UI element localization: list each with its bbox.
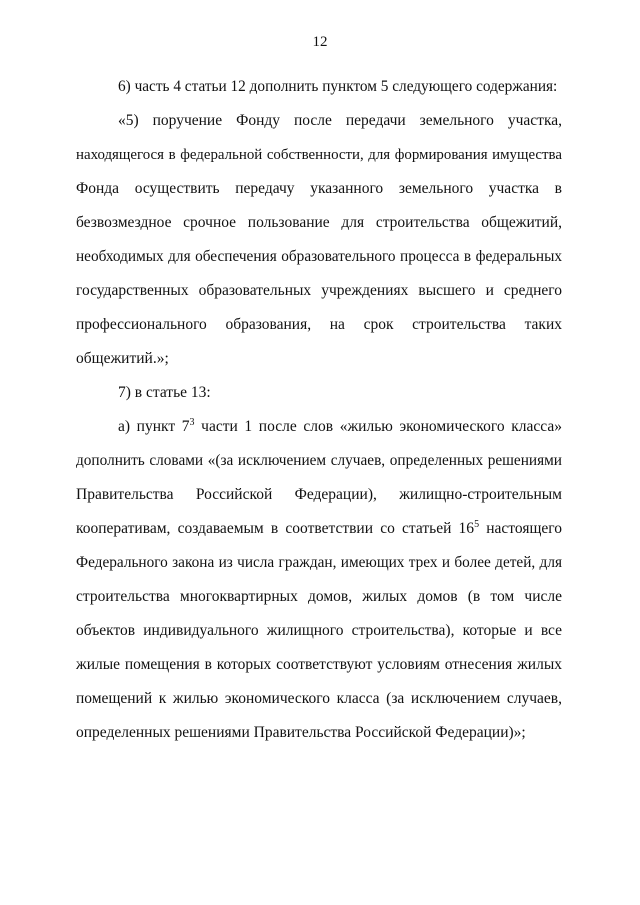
superscript: 5 xyxy=(474,518,480,530)
text-line: 6) часть 4 статьи 12 дополнить пунктом 5 следующего содержания: xyxy=(118,78,558,95)
text-line: Фонда осуществить передачу указанного земельного участка в xyxy=(76,180,562,197)
text-line: государственных образовательных учреждениях высшего и среднего xyxy=(76,282,562,299)
paragraph-subitem-a xyxy=(76,410,562,750)
text-line: 7) в статье 13: xyxy=(118,384,211,401)
document-body xyxy=(76,70,562,750)
text-line: Правительства Российской Федерации), жилищно-строительным xyxy=(76,486,562,503)
paragraph-amendment-6 xyxy=(76,70,562,104)
paragraph-amendment-7 xyxy=(76,376,562,410)
text-fragment: настоящего xyxy=(479,520,562,537)
text-fragment: части 1 после слов «жилью экономического класса» xyxy=(194,418,562,435)
text-line xyxy=(76,512,562,546)
page-number: 12 xyxy=(312,34,328,50)
text-line: Федерального закона из числа граждан, имеющих трех и более детей, для xyxy=(76,554,562,571)
text-line: общежитий.»; xyxy=(76,350,169,367)
text-line: профессионального образования, на срок строительства таких xyxy=(76,316,562,333)
text-line: находящегося в федеральной собственности, для формирования имущества xyxy=(76,147,562,163)
text-line: необходимых для обеспечения образовательного процесса в федеральных xyxy=(76,248,562,265)
text-line: дополнить словами «(за исключением случаев, определенных решениями xyxy=(76,452,562,469)
text-line: жилые помещения в которых соответствуют условиям отнесения жилых xyxy=(76,656,562,673)
text-line: безвозмездное срочное пользование для строительства общежитий, xyxy=(76,214,562,231)
superscript: 3 xyxy=(189,416,195,428)
text-line xyxy=(76,410,562,444)
paragraph-quoted-item-5 xyxy=(76,104,562,376)
text-line: «5) поручение Фонду после передачи земельного участка, xyxy=(118,112,562,129)
text-line: помещений к жилью экономического класса (за исключением случаев, xyxy=(76,690,562,707)
text-line: определенных решениями Правительства Российской Федерации)»; xyxy=(76,724,526,741)
text-fragment: кооперативам, создаваемым в соответствии со статьей 16 xyxy=(76,520,475,537)
text-fragment: а) пункт 7 xyxy=(118,418,190,435)
text-line: объектов индивидуального жилищного строительства), которые и все xyxy=(76,622,562,639)
text-line: строительства многоквартирных домов, жилых домов (в том числе xyxy=(76,588,562,605)
